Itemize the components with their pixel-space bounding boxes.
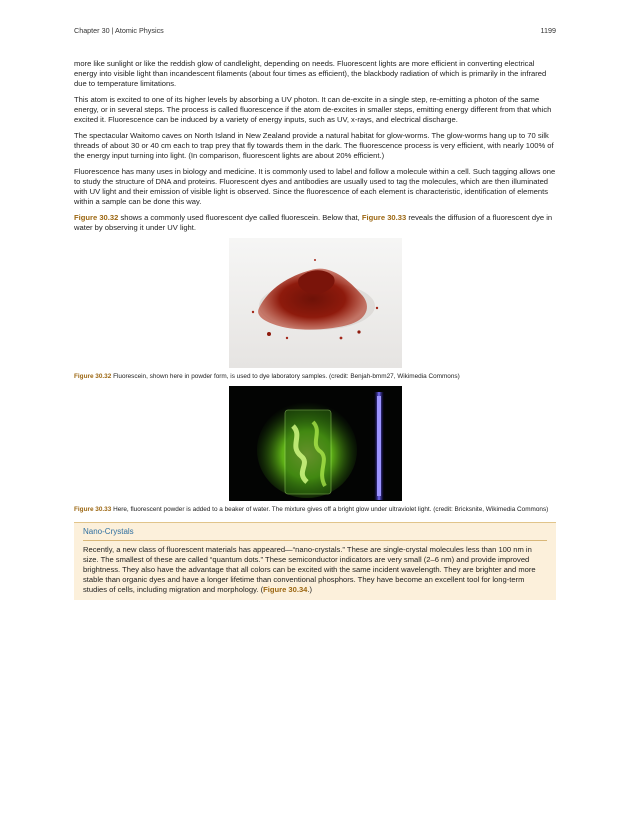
- note-text: Recently, a new class of fluorescent materials has appeared—“nano-crystals.” These are single-crystal molecules less than 100 nm in size. The smallest of these are called “quantum dots.” These semiconductor indicators are very small (2–6 nm) and provide improved brightness. They also have the advantage that all colors can be excited with the same incident wavelength. They are brighter and more stable than organic dyes and have a longer lifetime than conventional phosphors. They have become an excellent tool for long-term studies of cells, including migration and morphology. (: [83, 544, 536, 595]
- figure-30-33-label: Figure 30.33: [74, 505, 112, 513]
- chapter-title: Chapter 30 | Atomic Physics: [74, 26, 164, 35]
- note-title: Nano-Crystals: [83, 527, 547, 541]
- figure-30-33-caption: [74, 506, 556, 514]
- figure-30-33-link[interactable]: Figure 30.33: [361, 212, 407, 222]
- fluorescent-beaker-image: [229, 386, 402, 501]
- paragraph-5: [74, 213, 556, 233]
- page-number: 1199: [540, 26, 556, 35]
- note-body: [83, 545, 547, 595]
- paragraph-2: This atom is excited to one of its higher levels by absorbing a UV photon. It can de-excite in a single step, re-emitting a photon of the same energy, or in several steps. The process is called fluorescence if the atom de-excites in smaller steps, emitting energy different from that which excited it. Fluorescence can be induced by a variety of energy inputs, such as UV, x-rays, and electrical discharge.: [74, 94, 552, 125]
- figure-30-33-caption-text: Here, fluorescent powder is added to a beaker of water. The mixture gives off a bright glow under ultraviolet light. (credit: Bricksnite, Wikimedia Commons): [111, 505, 549, 513]
- figure-30-32-caption: [74, 373, 556, 381]
- paragraph-3: The spectacular Waitomo caves on North Island in New Zealand provide a natural habitat for glow-worms. The glow-worms hang up to 70 silk threads of about 30 or 40 cm each to trap prey that fly towards them in the dark. The fluorescence process is very efficient, with nearly 100% of the energy input turning into light. (In comparison, fluorescent lights are about 20% efficient.): [74, 130, 554, 160]
- fluorescein-powder-image: [229, 238, 402, 368]
- paragraph-4: Fluorescence has many uses in biology and medicine. It is commonly used to label and follow a molecule within a cell. Such tagging allows one to study the structure of DNA and proteins. Fluorescent dyes and antibodies are usually used to tag the molecules, which are then illuminated with UV light and their emission of visible light is observed. Since the fluorescence of each element is characteristic, identification of elements within a sample can be done this way.: [74, 166, 556, 206]
- figure-30-32-label: Figure 30.32: [74, 373, 112, 381]
- paragraph-5-text-1: shows a commonly used fluorescent dye called fluorescein. Below that,: [118, 212, 362, 222]
- paragraph-5-text-2: reveals the diffusion of a fluorescent dye in water by observing it under UV light.: [74, 212, 553, 232]
- note-tail: .): [307, 585, 313, 595]
- page-body: [74, 59, 556, 600]
- nano-crystals-note: [74, 522, 556, 601]
- paragraph-1: more like sunlight or like the reddish glow of candlelight, depending on needs. Fluorescent lights are more efficient in converting electrical energy into visible light than incandescent filaments (about four times as efficient), the blackbody radiation of which is primarily in the infrared due to temperature limitations.: [74, 59, 547, 89]
- figure-30-32-caption-text: Fluorescein, shown here in powder form, is used to dye laboratory samples. (credit: Benjah-bmm27, Wikimedia Commons): [111, 373, 460, 381]
- figure-30-34-link[interactable]: Figure 30.34: [263, 585, 308, 595]
- page-header: [74, 26, 556, 35]
- figure-30-32-link[interactable]: Figure 30.32: [74, 212, 119, 222]
